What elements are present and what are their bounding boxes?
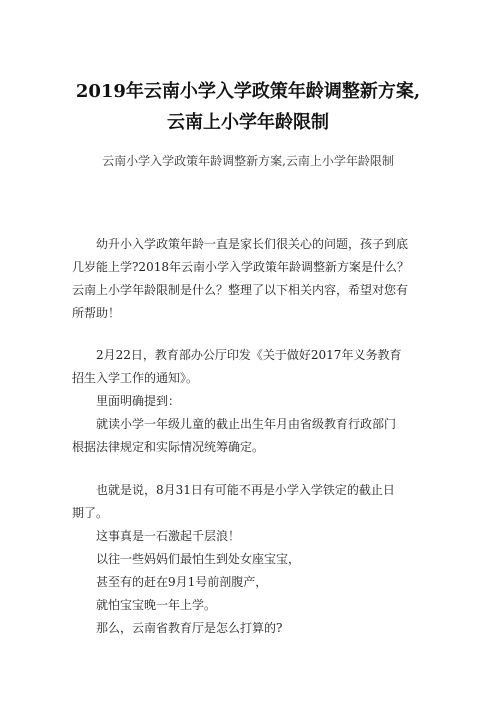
document-title-line-2: 云南上小学年龄限制 [167,112,329,133]
paragraph-line: 这事真是一石激起千层浪！ [96,529,241,543]
paragraph-line: 期了。 [72,506,109,520]
paragraph-line: 里面明确提到： [96,394,181,408]
paragraph-line: 就怕宝宝晚一年上学。 [96,598,217,612]
paragraph-line: 根据法律规定和实际情况统筹确定。 [72,440,265,454]
paragraph-line: 也就是说，8月31日有可能不再是小学入学铁定的截止日 [96,483,395,497]
paragraph-line: 云南上小学年龄限制是什么？整理了以下相关内容，希望对您有 [72,283,409,297]
paragraph-line: 以往一些妈妈们最怕生到处女座宝宝， [96,552,301,566]
paragraph-line: 就读小学一年级儿童的截止出生年月由省级教育行政部门 [96,417,397,431]
paragraph-line: 2月22日，教育部办公厅印发《关于做好2017年义务教育 [96,348,402,362]
paragraph-line: 甚至有的赶在9月1号前剖腹产， [96,575,268,589]
paragraph-line: 那么，云南省教育厅是怎么打算的? [96,621,283,635]
paragraph-line: 所帮助！ [72,306,121,320]
paragraph-line: 几岁能上学?2018年云南小学入学政策年龄调整新方案是什么？ [72,260,409,274]
document-subtitle: 云南小学入学政策年龄调整新方案,云南上小学年龄限制 [102,154,394,168]
paragraph-line: 招生入学工作的通知》。 [72,371,199,385]
document-title-line-1: 2019年云南小学入学政策年龄调整新方案, [75,81,421,102]
paragraph-line: 幼升小入学政策年龄一直是家长们很关心的问题，孩子到底 [96,237,409,251]
